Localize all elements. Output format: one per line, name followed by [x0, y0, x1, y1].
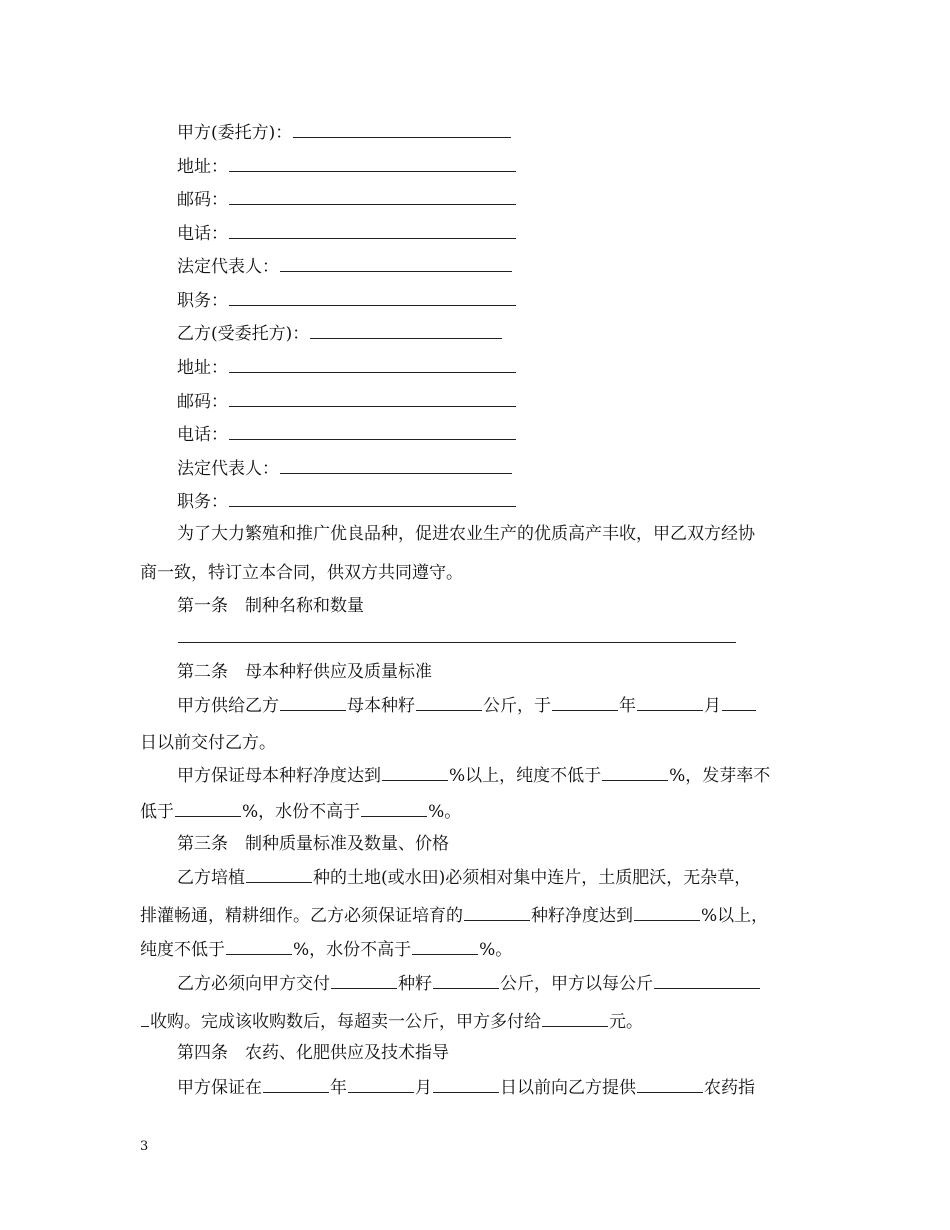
article-1-heading: 第一条 制种名称和数量	[177, 596, 364, 616]
party-b-postcode-line	[177, 390, 517, 413]
intro-line-1: 为了大力繁殖和推广优良品种，促进农业生产的优质高产丰收，甲乙双方经协	[177, 524, 755, 544]
article-3-p1-line	[177, 866, 751, 889]
article-3-moisture-blank[interactable]	[412, 938, 478, 955]
article-3-deliver-qty-blank[interactable]	[433, 972, 499, 989]
article-3-heading: 第三条 制种质量标准及数量、价格	[177, 834, 449, 854]
party-a-phone-label: 电话：	[177, 224, 228, 244]
article-2-cleanliness-blank[interactable]	[382, 764, 448, 781]
article-2-moisture-blank[interactable]	[361, 800, 427, 817]
article-4-p1-text-3: 月	[415, 1078, 432, 1098]
article-2-p1-text-3: 公斤，于	[483, 696, 551, 716]
party-a-postcode-line	[177, 188, 517, 211]
article-3-extra-pay-blank[interactable]	[542, 1010, 608, 1027]
article-3-p1b-line	[140, 904, 768, 927]
article-2-p2b-text-2: %，水份不高于	[242, 802, 361, 822]
article-3-seed-variety-blank[interactable]	[464, 904, 530, 921]
party-b-position-label: 职务：	[177, 492, 228, 512]
party-a-position-blank[interactable]	[229, 289, 516, 306]
party-a-postcode-label: 邮码：	[177, 190, 228, 210]
article-2-seed-qty-blank[interactable]	[416, 694, 482, 711]
article-4-pesticide-blank[interactable]	[637, 1076, 703, 1093]
party-a-rep-line	[177, 255, 513, 278]
party-b-address-label: 地址：	[177, 358, 228, 378]
article-3-p1b-text-1: 排灌畅通，精耕细作。乙方必须保证培育的	[140, 906, 463, 926]
article-2-p1-text-4: 年	[619, 696, 636, 716]
article-3-p2b-line	[140, 1010, 643, 1033]
party-a-phone-line	[177, 222, 517, 245]
article-3-p1-text-1: 乙方培植	[177, 868, 245, 888]
party-a-title-line	[177, 121, 512, 144]
article-4-p1-text-1: 甲方保证在	[177, 1078, 262, 1098]
article-3-unit-price-continuation-blank[interactable]	[141, 1010, 149, 1027]
party-b-rep-label: 法定代表人：	[177, 459, 279, 479]
party-b-phone-line	[177, 423, 517, 446]
party-a-position-label: 职务：	[177, 291, 228, 311]
article-3-p2-text-1: 乙方必须向甲方交付	[177, 974, 330, 994]
article-3-unit-price-blank[interactable]	[654, 972, 760, 989]
party-b-address-line	[177, 356, 517, 379]
party-b-postcode-blank[interactable]	[229, 390, 516, 407]
article-3-p2b-text-2: 元。	[609, 1012, 643, 1032]
article-2-p2-text-2: %以上，纯度不低于	[449, 766, 602, 786]
article-2-year-blank[interactable]	[552, 694, 618, 711]
article-1-content-blank[interactable]	[178, 626, 736, 643]
party-a-address-blank[interactable]	[229, 155, 516, 172]
article-2-p2-text-3: %，发芽率不	[669, 766, 771, 786]
article-4-day-blank[interactable]	[433, 1076, 499, 1093]
article-3-p2-text-3: 公斤，甲方以每公斤	[500, 974, 653, 994]
article-1-content-line	[177, 626, 737, 649]
article-3-variety-blank[interactable]	[246, 866, 312, 883]
party-a-position-line	[177, 289, 517, 312]
article-2-supply-party-blank[interactable]	[280, 694, 346, 711]
article-2-p2b-line	[140, 800, 461, 823]
party-b-title-line	[177, 322, 503, 345]
article-3-p1c-text-3: %。	[479, 940, 513, 960]
party-b-rep-blank[interactable]	[280, 457, 512, 474]
article-3-purity-blank[interactable]	[226, 938, 292, 955]
party-a-title: 甲方(委托方)：	[177, 123, 293, 143]
article-2-p1b-line: 日以前交付乙方。	[140, 733, 276, 753]
article-3-p1b-text-3: %以上，	[701, 906, 769, 926]
article-3-cleanliness-blank[interactable]	[634, 904, 700, 921]
party-b-name-blank[interactable]	[310, 322, 502, 339]
party-a-name-blank[interactable]	[293, 121, 511, 138]
article-3-p2-text-2: 种籽	[398, 974, 432, 994]
party-b-position-blank[interactable]	[229, 490, 516, 507]
article-3-deliver-variety-blank[interactable]	[331, 972, 397, 989]
article-2-p2b-text-1: 低于	[140, 802, 174, 822]
party-b-phone-blank[interactable]	[229, 423, 516, 440]
article-4-p1-text-2: 年	[330, 1078, 347, 1098]
party-a-rep-label: 法定代表人：	[177, 257, 279, 277]
party-b-address-blank[interactable]	[229, 356, 516, 373]
article-2-p1-text-5: 月	[704, 696, 721, 716]
article-4-p1-text-4: 日以前向乙方提供	[500, 1078, 636, 1098]
party-b-title: 乙方(受委托方)：	[177, 324, 310, 344]
article-2-p1-line	[177, 694, 757, 717]
party-b-phone-label: 电话：	[177, 425, 228, 445]
article-2-p2-text-1: 甲方保证母本种籽净度达到	[177, 766, 381, 786]
party-a-rep-blank[interactable]	[280, 255, 512, 272]
article-3-p1c-line	[140, 938, 512, 961]
intro-line-2: 商一致，特订立本合同，供双方共同遵守。	[140, 563, 463, 583]
article-4-p1-line	[177, 1076, 755, 1099]
article-2-heading: 第二条 母本种籽供应及质量标准	[177, 662, 432, 682]
article-2-p1-text-1: 甲方供给乙方	[177, 696, 279, 716]
article-2-germination-blank[interactable]	[175, 800, 241, 817]
party-b-postcode-label: 邮码：	[177, 392, 228, 412]
article-3-p2b-text-1: 收购。完成该收购数后，每超卖一公斤，甲方多付给	[150, 1012, 541, 1032]
article-4-p1-text-5: 农药指	[704, 1078, 755, 1098]
article-4-year-blank[interactable]	[263, 1076, 329, 1093]
article-2-p1-text-2: 母本种籽	[347, 696, 415, 716]
article-3-p1-text-2: 种的土地(或水田)必须相对集中连片，土质肥沃，无杂草，	[313, 868, 752, 888]
article-3-p2-line	[177, 972, 761, 995]
party-a-phone-blank[interactable]	[229, 222, 516, 239]
article-3-p1b-text-2: 种籽净度达到	[531, 906, 633, 926]
article-3-p1c-text-1: 纯度不低于	[140, 940, 225, 960]
party-a-address-line	[177, 155, 517, 178]
party-a-postcode-blank[interactable]	[229, 188, 516, 205]
article-2-p2b-text-3: %。	[428, 802, 462, 822]
article-2-day-blank[interactable]	[722, 694, 756, 711]
party-a-address-label: 地址：	[177, 157, 228, 177]
article-2-month-blank[interactable]	[637, 694, 703, 711]
party-b-position-line	[177, 490, 517, 513]
article-3-p1c-text-2: %，水份不高于	[293, 940, 412, 960]
party-b-rep-line	[177, 457, 513, 480]
page-number: 3	[140, 1139, 149, 1154]
article-2-p2-line	[177, 764, 770, 787]
article-2-purity-blank[interactable]	[602, 764, 668, 781]
article-4-heading: 第四条 农药、化肥供应及技术指导	[177, 1043, 449, 1063]
article-4-month-blank[interactable]	[348, 1076, 414, 1093]
